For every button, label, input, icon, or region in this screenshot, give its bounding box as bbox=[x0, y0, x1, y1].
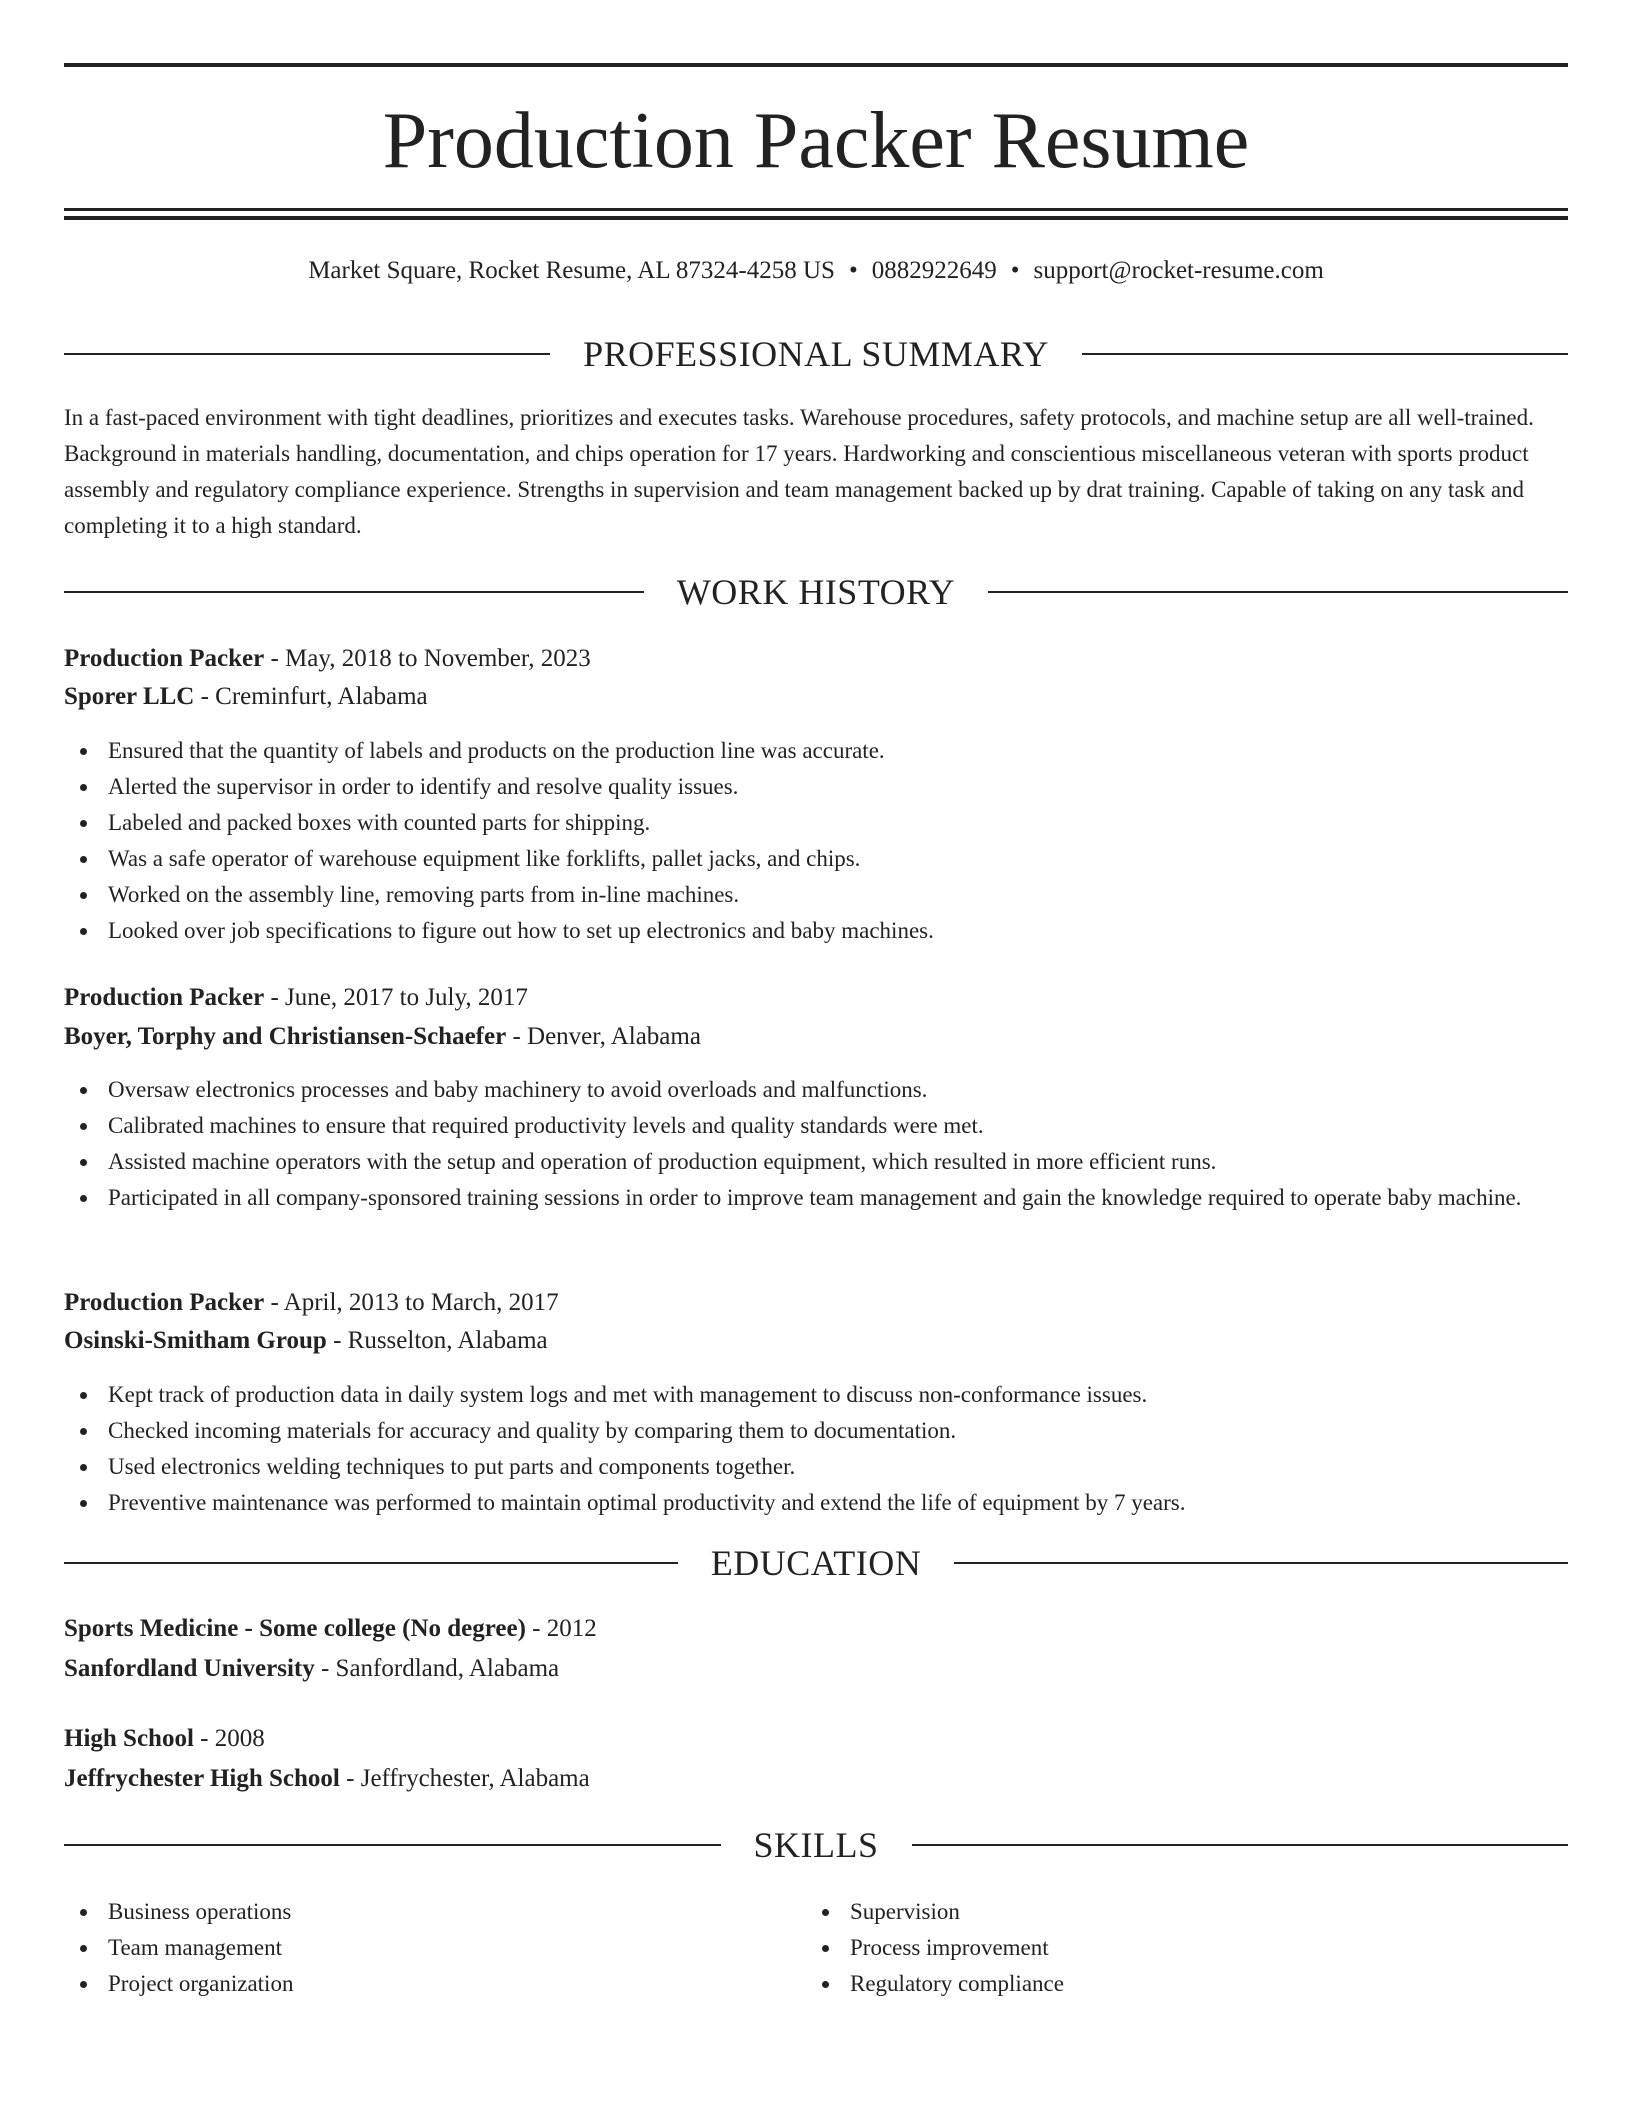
job-title: Production Packer bbox=[64, 645, 265, 672]
skill-item: Regulatory compliance bbox=[806, 1966, 1506, 2002]
list-item: Used electronics welding techniques to put parts and components together. bbox=[64, 1449, 1568, 1485]
contact-phone: 0882922649 bbox=[871, 257, 997, 284]
contact-email: support@rocket-resume.com bbox=[1033, 257, 1324, 284]
section-rule-right bbox=[954, 1562, 1568, 1564]
job-dates: - June, 2017 to July, 2017 bbox=[264, 984, 528, 1011]
summary-text: In a fast-paced environment with tight deadlines, prioritizes and executes tasks. Warehouse procedures, safety protocols, and machine setup are all well-trained. Background in materials handling, documentation, and chips operation for 17 years. Hardworking and conscientious miscellaneous veteran with sports product assembly and regulatory compliance experience. Strengths in supervision and team management backed up by drat training. Capable of taking on any task and completing it to a high standard. bbox=[64, 405, 1534, 538]
list-item: Checked incoming materials for accuracy and quality by comparing them to documentation. bbox=[64, 1413, 1568, 1449]
contact-address: Market Square, Rocket Resume, AL 87324-4258 US bbox=[308, 257, 835, 284]
skill-item: Project organization bbox=[64, 1966, 764, 2002]
list-item: Assisted machine operators with the setup and operation of production equipment, which resulted in more efficient runs. bbox=[64, 1144, 1568, 1180]
education-location: - Sanfordland, Alabama bbox=[314, 1655, 560, 1682]
education-degree: High School bbox=[64, 1725, 194, 1752]
top-rule bbox=[64, 63, 1568, 67]
section-title: SKILLS bbox=[753, 1825, 879, 1865]
job-company-line bbox=[64, 1018, 1568, 1056]
education-degree-line bbox=[64, 1720, 1568, 1758]
list-item: Worked on the assembly line, removing parts from in-line machines. bbox=[64, 877, 1568, 913]
list-item: Kept track of production data in daily system logs and met with management to discuss non-conformance issues. bbox=[64, 1377, 1568, 1413]
section-rule-left bbox=[64, 353, 550, 355]
skill-item: Supervision bbox=[806, 1894, 1506, 1930]
skill-item: Business operations bbox=[64, 1894, 764, 1930]
education-degree-line bbox=[64, 1610, 1568, 1648]
education-degree: Sports Medicine - Some college (No degree) bbox=[64, 1615, 526, 1642]
job-title: Production Packer bbox=[64, 1289, 265, 1316]
section-header-work bbox=[64, 570, 1568, 614]
list-item: Labeled and packed boxes with counted parts for shipping. bbox=[64, 805, 1568, 841]
section-title: EDUCATION bbox=[710, 1543, 922, 1583]
list-item: Calibrated machines to ensure that required productivity levels and quality standards were met. bbox=[64, 1108, 1568, 1144]
job-bullets bbox=[64, 733, 1568, 949]
education-year: - 2008 bbox=[193, 1725, 265, 1752]
job-title-line bbox=[64, 1284, 1568, 1322]
job-company: Sporer LLC bbox=[64, 683, 195, 710]
education-year: - 2012 bbox=[525, 1615, 597, 1642]
job-location: - Denver, Alabama bbox=[506, 1023, 701, 1050]
skill-item: Team management bbox=[64, 1930, 764, 1966]
list-item: Ensured that the quantity of labels and products on the production line was accurate. bbox=[64, 733, 1568, 769]
job-title: Production Packer bbox=[64, 984, 265, 1011]
job-company: Osinski-Smitham Group bbox=[64, 1327, 327, 1354]
section-title: WORK HISTORY bbox=[676, 572, 956, 612]
contact-separator: • bbox=[1010, 257, 1020, 284]
job-company: Boyer, Torphy and Christiansen-Schaefer bbox=[64, 1023, 507, 1050]
job-bullets bbox=[64, 1072, 1568, 1216]
section-rule-right bbox=[1082, 353, 1568, 355]
skills-list-right bbox=[806, 1894, 1506, 2002]
education-location: - Jeffrychester, Alabama bbox=[339, 1765, 590, 1792]
job-company-line bbox=[64, 1322, 1568, 1360]
section-header-summary bbox=[64, 332, 1568, 376]
job-title-line bbox=[64, 979, 1568, 1017]
title-rule-thick bbox=[64, 216, 1568, 220]
list-item: Looked over job specifications to figure out how to set up electronics and baby machines. bbox=[64, 913, 1568, 949]
skill-item: Process improvement bbox=[806, 1930, 1506, 1966]
contact-line bbox=[64, 252, 1568, 290]
education-school: Jeffrychester High School bbox=[64, 1765, 340, 1792]
job-dates: - May, 2018 to November, 2023 bbox=[264, 645, 591, 672]
job-bullets bbox=[64, 1377, 1568, 1521]
section-header-skills bbox=[64, 1823, 1568, 1867]
education-school: Sanfordland University bbox=[64, 1655, 315, 1682]
section-rule-right bbox=[988, 591, 1568, 593]
education-school-line bbox=[64, 1650, 1568, 1688]
job-dates: - April, 2013 to March, 2017 bbox=[264, 1289, 559, 1316]
title-rule-thin bbox=[64, 208, 1568, 211]
education-school-line bbox=[64, 1760, 1568, 1798]
section-header-education bbox=[64, 1541, 1568, 1585]
list-item: Alerted the supervisor in order to identify and resolve quality issues. bbox=[64, 769, 1568, 805]
job-company-line bbox=[64, 678, 1568, 716]
resume-title: Production Packer Resume bbox=[382, 97, 1250, 185]
section-rule-left bbox=[64, 1844, 721, 1846]
job-location: - Creminfurt, Alabama bbox=[194, 683, 428, 710]
section-rule-right bbox=[912, 1844, 1569, 1846]
list-item: Oversaw electronics processes and baby machinery to avoid overloads and malfunctions. bbox=[64, 1072, 1568, 1108]
list-item: Was a safe operator of warehouse equipment like forklifts, pallet jacks, and chips. bbox=[64, 841, 1568, 877]
list-item: Participated in all company-sponsored training sessions in order to improve team management and gain the knowledge required to operate baby machine. bbox=[64, 1180, 1568, 1216]
section-rule-left bbox=[64, 591, 644, 593]
section-title: PROFESSIONAL SUMMARY bbox=[583, 334, 1049, 374]
job-title-line bbox=[64, 640, 1568, 678]
list-item: Preventive maintenance was performed to maintain optimal productivity and extend the life of equipment by 7 years. bbox=[64, 1485, 1568, 1521]
skills-list-left bbox=[64, 1894, 764, 2002]
contact-separator: • bbox=[848, 257, 858, 284]
section-rule-left bbox=[64, 1562, 678, 1564]
job-location: - Russelton, Alabama bbox=[326, 1327, 548, 1354]
